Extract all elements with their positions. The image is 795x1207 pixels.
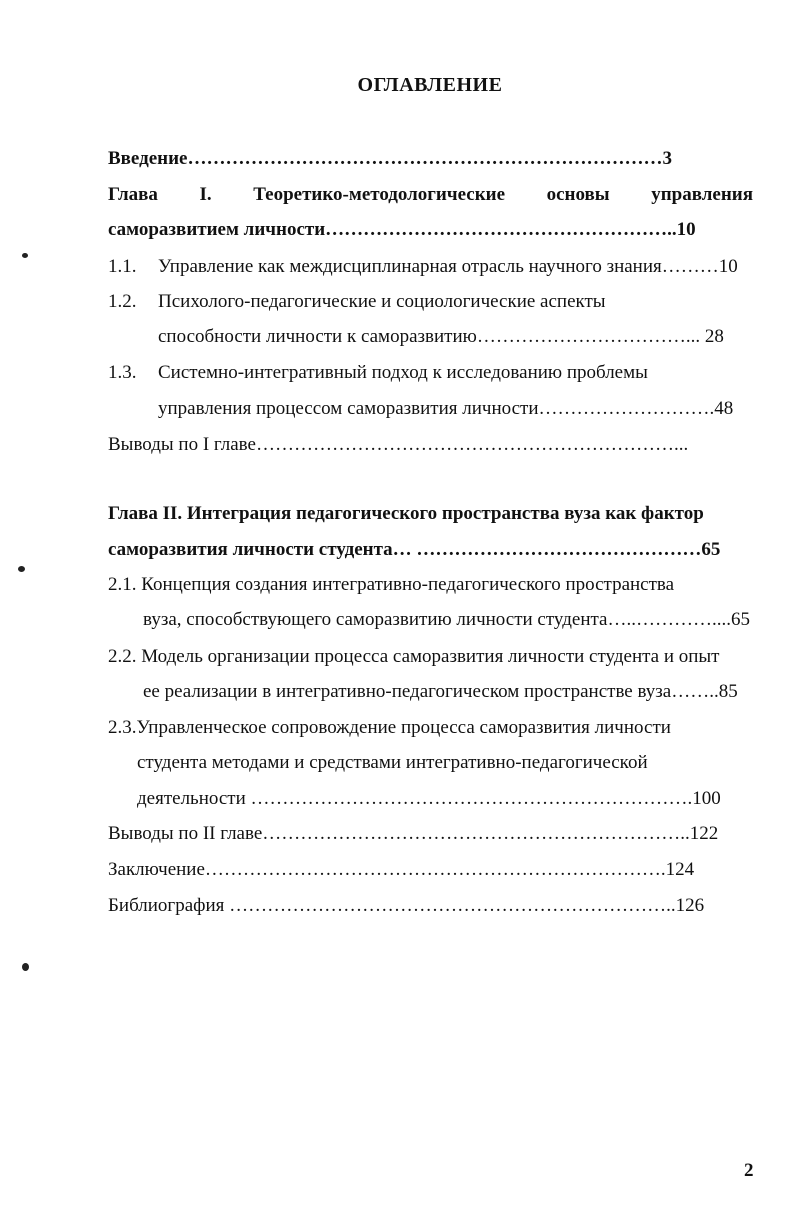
toc-section-2-3-line2: студента методами и средствами интегративно-педагогической [137, 752, 648, 773]
toc-chapter-1-line1 [108, 183, 753, 207]
scan-speck [22, 253, 28, 258]
toc-ch1-word: управления [651, 184, 753, 205]
toc-ch1-word: Глава [108, 184, 158, 205]
toc-chapter-1-line2: саморазвитием личности………………………………………………..10 [108, 219, 696, 240]
toc-section-2-3-line1: 2.3.Управленческое сопровождение процесса саморазвития личности [108, 717, 671, 738]
toc-section-2-3-line3: деятельности …………………………………………………………….100 [137, 788, 721, 809]
toc-section-1-3-line2: управления процессом саморазвития личности……………………….48 [158, 398, 734, 419]
toc-section-number: 1.2. [108, 291, 137, 312]
toc-section-2-2-line1: 2.2. Модель организации процесса саморазвития личности студента и опыт [108, 646, 720, 667]
toc-ch1-word: I. [199, 184, 212, 205]
toc-section-2-1-line1: 2.1. Концепция создания интегративно-педагогического пространства [108, 574, 675, 595]
toc-bibliography: Библиография ……………………………………………………………..126 [108, 895, 705, 916]
toc-section-number: 1.3. [108, 362, 137, 383]
toc-section-1-1: Управление как междисциплинарная отрасль научного знания………10 [158, 256, 738, 277]
page-title: ОГЛАВЛЕНИЕ [357, 74, 503, 96]
toc-conclusions-chapter-1: Выводы по I главе…………………………………………………………... [108, 434, 689, 455]
scan-speck [18, 566, 25, 572]
scan-speck [22, 963, 29, 971]
toc-section-2-1-line2: вуза, способствующего саморазвитию личности студента…..…………....65 [143, 609, 750, 630]
toc-section-1-3-line1: Системно-интегративный подход к исследованию проблемы [158, 362, 648, 383]
toc-section-number: 1.1. [108, 256, 137, 277]
toc-section-2-2-line2: ее реализации в интегративно-педагогическом пространстве вуза……..85 [143, 681, 738, 702]
toc-chapter-2-line2: саморазвития личности студента… ………………………………………65 [108, 539, 721, 560]
toc-chapter-2-line1: Глава II. Интеграция педагогического пространства вуза как фактор [108, 503, 704, 524]
toc-section-1-2-line2: способности личности к саморазвитию……………………………... 28 [158, 326, 724, 347]
toc-section-1-2-line1: Психолого-педагогические и социологические аспекты [158, 291, 606, 312]
page-number: 2 [744, 1160, 754, 1181]
toc-ch1-word: основы [546, 184, 610, 205]
toc-conclusions-chapter-2: Выводы по II главе…………………………………………………………..122 [108, 823, 719, 844]
toc-ch1-word: Теоретико-методологические [253, 184, 506, 205]
toc-conclusion: Заключение……………………………………………………………….124 [108, 859, 695, 880]
toc-intro: Введение…………………………………………………………………3 [108, 148, 672, 169]
